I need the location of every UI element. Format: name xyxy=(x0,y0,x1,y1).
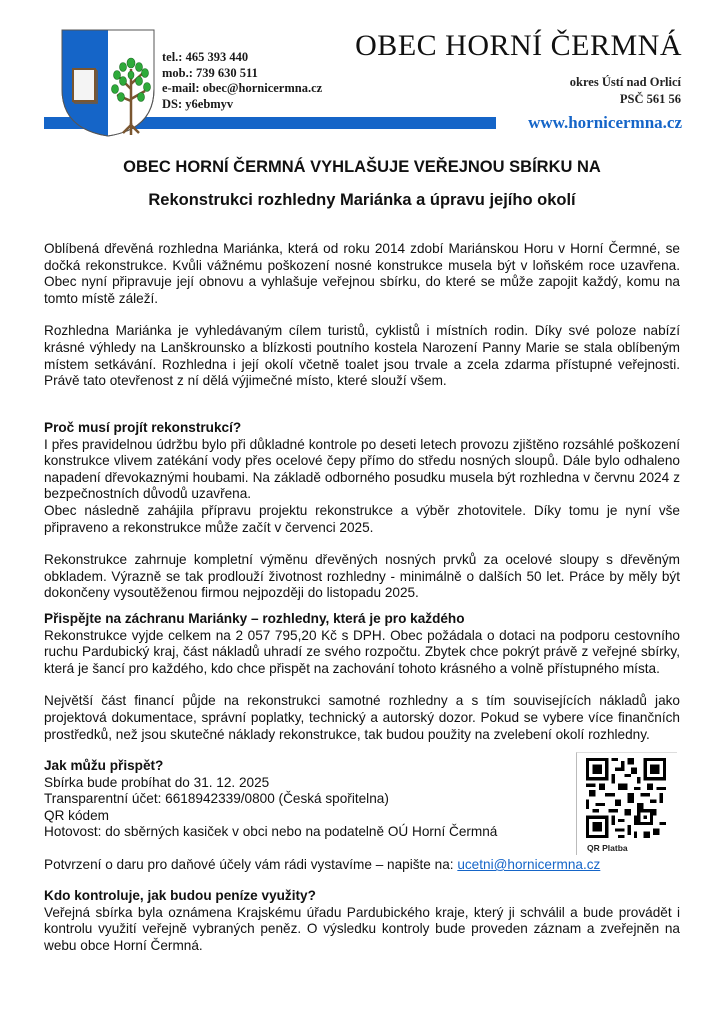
org-postal-code: PSČ 561 56 xyxy=(619,92,681,106)
how-line-deadline: Sbírka bude probíhat do 31. 12. 2025 xyxy=(44,774,270,790)
contact-email[interactable]: e-mail: obec@hornicermna.cz xyxy=(162,81,323,95)
org-district: okres Ústí nad Orlicí xyxy=(569,75,681,89)
intro-section xyxy=(44,241,680,390)
contribute-paragraph-1: Rekonstrukce vyjde celkem na 2 057 795,20 Kč s DPH. Obec požádala o dotaci na podporu cestovního ruchu Pardubický kraj, část nákladů uhradí ze svého rozpočtu. Zbytek chce pokrýt právě z veřejné sbírky, která je šancí pro každého, kdo chce přispět na zachování tohoto krásného a volně přístupného místa. xyxy=(44,627,680,676)
page-subtitle: Rekonstrukci rozhledny Mariánka a úpravu jejího okolí xyxy=(148,191,576,209)
contribute-section xyxy=(44,611,680,743)
how-line-cash: Hotovost: do sběrných kasiček v obci nebo na podatelně OÚ Horní Čermná xyxy=(44,824,498,840)
contact-tel: tel.: 465 393 440 xyxy=(162,50,249,64)
how-line-account: Transparentní účet: 6618942339/0800 (Česká spořitelna) xyxy=(44,791,389,807)
intro-paragraph-2: Rozhledna Mariánka je vyhledávaným cílem turistů, cyklistů i místních rodin. Díky své poloze nabízí krásné výhledy na Lanškrounsko a blízkosti poutního kostela Narození Panny Marie se stala oblíbeným místem setkávání. Rozhledna i její okolí včetně toalet jsou trvale a zcela zdarma přístupné veřejnosti. Právě tato otevřenost z ní dělá výjimečné místo, které slouží všem. xyxy=(44,323,680,389)
org-name: OBEC HORNÍ ČERMNÁ xyxy=(355,29,682,62)
why-paragraph-2: Obec následně zahájila přípravu projektu rekonstrukce a výběr zhotovitele. Díky tomu je nyní vše připraveno a rekonstrukce může začít v červenci 2025. xyxy=(44,502,680,535)
why-paragraph-3: Rekonstrukce zahrnuje kompletní výměnu dřevěných nosných prvků za ocelové sloupy s dřevěným obkladem. Výrazně se tak prodlouží životnost rozhledny - minimálně o dalších 50 let. Práce by měly být dokončeny vysoutěženou firmou nejpozději do listopadu 2025. xyxy=(44,552,680,601)
control-heading: Kdo kontroluje, jak budou peníze využity? xyxy=(44,888,316,903)
how-heading: Jak můžu přispět? xyxy=(44,758,164,773)
org-address xyxy=(570,74,681,108)
receipt-line xyxy=(44,857,680,874)
contribute-heading: Přispějte na záchranu Mariánky – rozhledny, která je pro každého xyxy=(44,611,465,626)
control-paragraph: Veřejná sbírka byla oznámena Krajskému úřadu Pardubického kraje, který ji schválil a bude provádět i kontrolu využití veřejně vybraných peněz. O výsledku kontroly bude proveden záznam a zveřejněn na webu obce Horní Čermná. xyxy=(44,904,680,953)
page-title: OBEC HORNÍ ČERMNÁ VYHLAŠUJE VEŘEJNOU SBÍRKU NA xyxy=(123,158,601,176)
control-section xyxy=(44,888,680,954)
why-heading: Proč musí projít rekonstrukcí? xyxy=(44,420,242,435)
receipt-text: Potvrzení o daru pro daňové účely vám rádi vystavíme – napište na: xyxy=(44,856,458,872)
org-website-link[interactable]: www.hornicermna.cz xyxy=(528,113,682,132)
how-line-qr: QR kódem xyxy=(44,807,109,823)
intro-paragraph-1: Oblíbená dřevěná rozhledna Mariánka, která od roku 2014 zdobí Mariánskou Horu v Horní Čermné, se dočká rekonstrukce. Kvůli vážnému poškození nosné konstrukce musela být v loňském roce uzavřena. Obec nyní připravuje její obnovu a vyhlašuje veřejnou sbírku, do které se může zapojit každý, komu na tomto místě záleží. xyxy=(44,241,680,306)
contribute-paragraph-2: Největší část financí půjde na rekonstrukci samotné rozhledny a s tím souvisejících nákladů jako projektová dokumentace, správní poplatky, technický a autorský dozor. Pokud se vybere více finančních prostředků, než jsou skutečné náklady rekonstrukce, tak budou použity na zvelebení okolí rozhledny. xyxy=(44,693,680,742)
contact-mob: mob.: 739 630 511 xyxy=(162,65,258,80)
qr-label: QR Platba xyxy=(587,843,628,853)
contact-databox: DS: y6ebmyv xyxy=(162,96,234,111)
why-section xyxy=(44,420,680,602)
qr-code-icon xyxy=(586,758,666,838)
receipt-email-link[interactable]: ucetni@hornicermna.cz xyxy=(457,856,601,872)
why-paragraph-1: I přes pravidelnou údržbu bylo při důkladné kontrole po deseti letech provozu zjištěno rozsáhlé poškození konstrukce vlivem zatékání vody přes ocelové čepy přímo do středu nosných sloupů. Dále bylo odhaleno napadení dřevokaznými houbami. Na základě odborného posudku musela být rozhledna v červnu 2024 z bezpečnostních důvodů uzavřena. xyxy=(44,436,680,502)
